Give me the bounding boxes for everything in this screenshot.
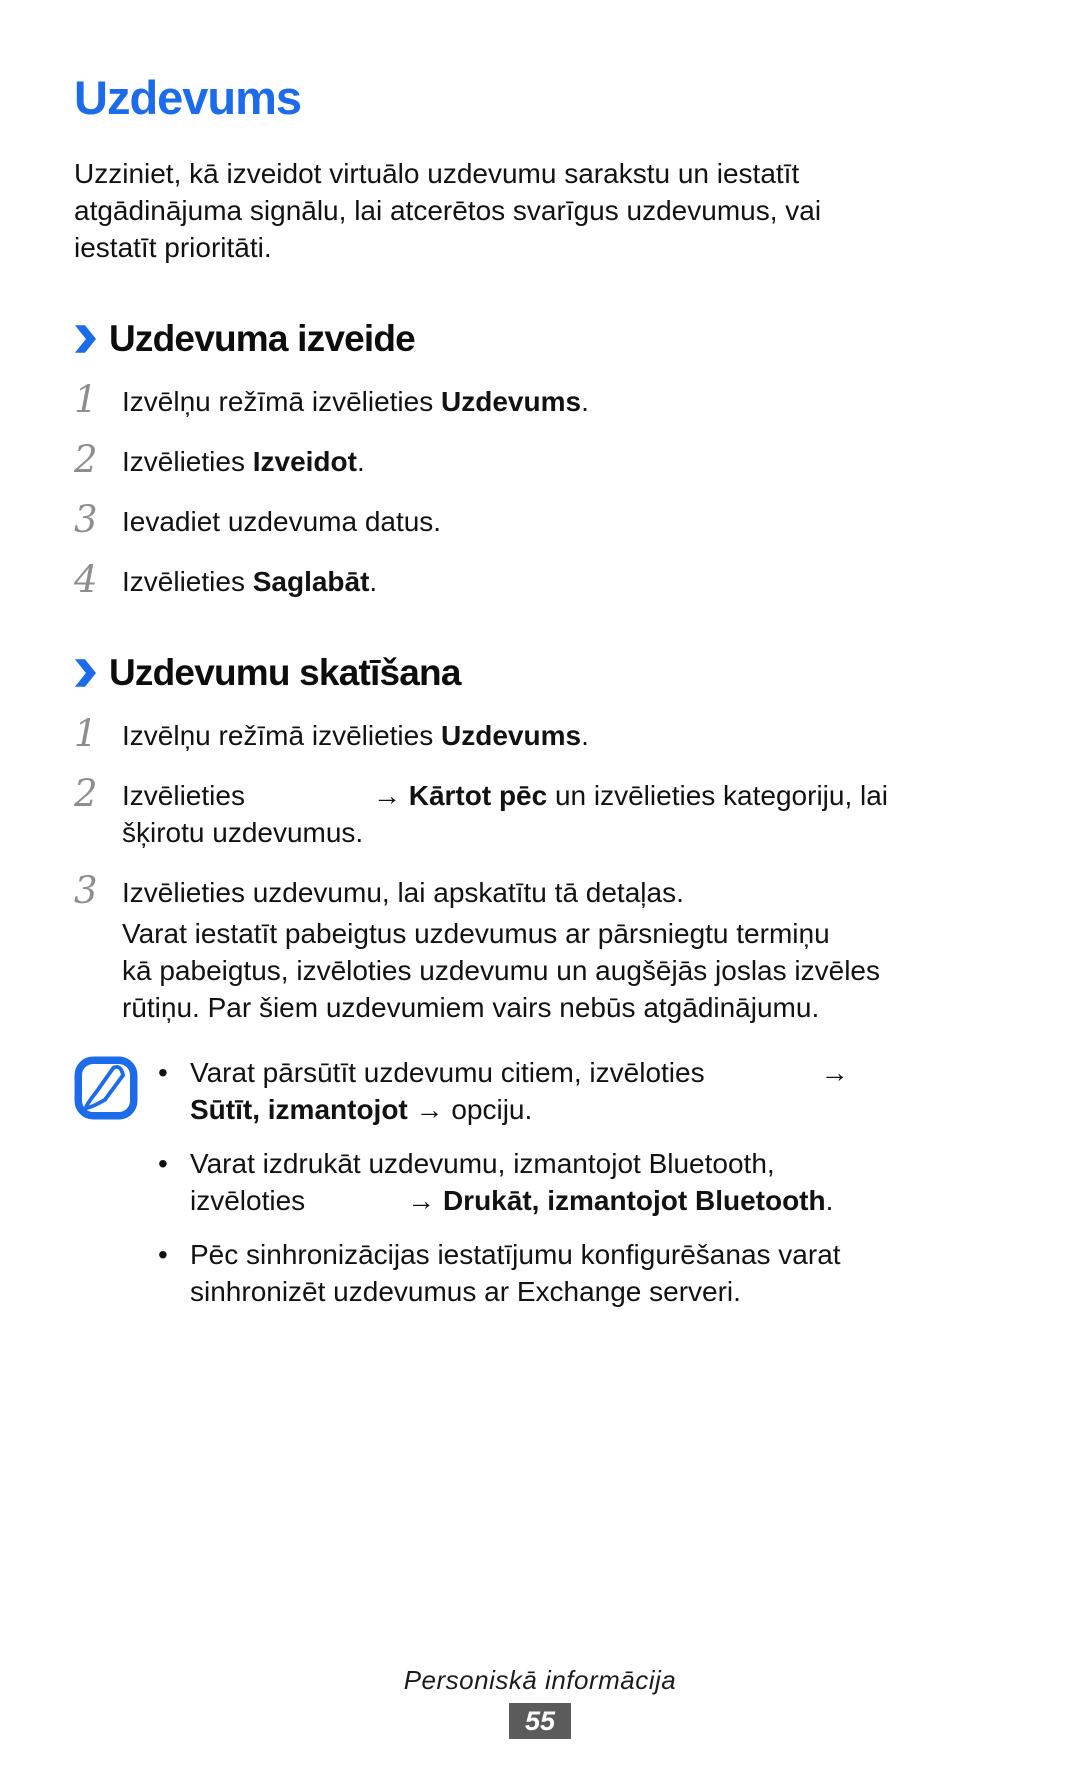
step-text-segment: . xyxy=(356,446,365,477)
page-footer xyxy=(0,1665,1080,1739)
bullet-line xyxy=(190,1182,833,1219)
page-title: Uzdevums xyxy=(74,71,302,124)
bullet-marker: • xyxy=(158,1239,168,1270)
bullet-item xyxy=(158,1236,1006,1310)
step-text-segment: Ievadiet uzdevuma datus. xyxy=(122,506,442,537)
intro-line: Uzziniet, kā izveidot virtuālo uzdevumu sarakstu un iestatīt xyxy=(74,158,800,189)
bullet-bold: Sūtīt, izmantojot xyxy=(190,1094,408,1125)
step-text-bold: Izveidot xyxy=(252,446,357,477)
step-text-segment: un izvēlieties kategoriju, lai xyxy=(547,780,889,811)
step-text-segment: . xyxy=(581,386,589,417)
section-header-create xyxy=(74,318,1006,360)
bullet-line: sinhronizēt uzdevumus ar Exchange serveri. xyxy=(190,1276,741,1307)
arrow-glyph: → xyxy=(372,780,409,811)
bullet-line xyxy=(190,1091,849,1128)
paragraph-line: Varat iestatīt pabeigtus uzdevumus ar pārsniegtu termiņu xyxy=(122,918,830,949)
step-note-paragraph xyxy=(122,915,1006,1026)
intro-line: iestatīt prioritāti. xyxy=(74,232,272,263)
paragraph-line: rūtiņu. Par šiem uzdevumiem vairs nebūs atgādinājumu. xyxy=(122,992,820,1023)
step-item xyxy=(74,500,1006,540)
step-item xyxy=(74,774,1006,851)
bullet-item xyxy=(158,1145,1006,1219)
step-text xyxy=(122,440,365,480)
bullet-segment: . xyxy=(825,1185,834,1216)
bullet-text xyxy=(190,1236,841,1310)
section-title: Uzdevumu skatīšana xyxy=(109,652,461,693)
step-text-segment: . xyxy=(369,566,378,597)
step-text xyxy=(122,560,377,600)
bullet-segment: Varat pārsūtīt uzdevumu citiem, izvēloties xyxy=(190,1057,705,1088)
step-text-bold: Saglabāt xyxy=(252,566,370,597)
note-bullet-list xyxy=(158,1054,1006,1327)
bullet-line: Varat izdrukāt uzdevumu, izmantojot Bluetooth, xyxy=(190,1148,775,1179)
bullet-segment: izvēloties xyxy=(190,1185,306,1216)
page-number-badge: 55 xyxy=(509,1703,571,1739)
step-number: 2 xyxy=(74,772,98,815)
bullet-item xyxy=(158,1054,1006,1128)
bullet-segment: → opciju. xyxy=(407,1094,533,1125)
chevron-right-icon xyxy=(74,324,96,354)
step-text xyxy=(122,774,888,851)
footer-section-label: Personiskā informācija xyxy=(403,1665,677,1695)
paragraph-line: kā pabeigtus, izvēloties uzdevumu un augšējās joslas izvēles xyxy=(122,955,880,986)
step-text-segment: Izvēlņu režīmā izvēlieties xyxy=(122,386,442,417)
pen-writing-icon xyxy=(74,1054,140,1327)
step-item xyxy=(74,714,1006,754)
step-number: 1 xyxy=(74,378,98,421)
step-text-line xyxy=(122,780,888,811)
bullet-line xyxy=(190,1057,849,1088)
arrow-glyph: → xyxy=(820,1057,849,1088)
step-text xyxy=(122,500,441,540)
step-text-segment: Izvēlieties xyxy=(122,566,253,597)
section-header-view xyxy=(74,652,1006,694)
bullet-text xyxy=(190,1054,849,1128)
step-number: 1 xyxy=(74,712,98,755)
bullet-line: Pēc sinhronizācijas iestatījumu konfigurēšanas varat xyxy=(190,1239,841,1270)
step-item xyxy=(74,871,1006,911)
step-text-segment: Izvēlieties xyxy=(122,446,253,477)
step-item xyxy=(74,440,1006,480)
step-number: 2 xyxy=(74,438,98,481)
bullet-text xyxy=(190,1145,833,1219)
step-text-segment: Izvēlieties xyxy=(122,780,245,811)
step-number: 3 xyxy=(74,869,98,912)
step-text xyxy=(122,380,589,420)
step-number: 4 xyxy=(74,558,98,601)
step-text-bold: Uzdevums xyxy=(441,720,582,751)
intro-paragraph xyxy=(74,155,1006,266)
step-text-bold: Kārtot pēc xyxy=(408,780,548,811)
bullet-marker: • xyxy=(158,1057,168,1088)
intro-line: atgādinājuma signālu, lai atcerētos svarīgus uzdevumus, vai xyxy=(74,195,822,226)
step-item xyxy=(74,560,1006,600)
bullet-bold: Drukāt, izmantojot Bluetooth xyxy=(442,1185,826,1216)
step-number: 3 xyxy=(74,498,98,541)
section-title: Uzdevuma izveide xyxy=(109,318,415,359)
bullet-marker: • xyxy=(158,1148,168,1179)
chevron-right-icon xyxy=(74,658,96,688)
step-text-line: šķirotu uzdevumus. xyxy=(122,817,364,848)
step-text xyxy=(122,714,589,754)
step-text-bold: Uzdevums xyxy=(441,386,582,417)
step-text-segment: Izvēlņu režīmā izvēlieties xyxy=(122,720,442,751)
step-text: Izvēlieties uzdevumu, lai apskatītu tā detaļas. xyxy=(122,877,684,908)
step-text-segment: . xyxy=(581,720,589,751)
arrow-glyph: → xyxy=(407,1185,443,1216)
step-item xyxy=(74,380,1006,420)
note-block xyxy=(74,1054,1006,1327)
